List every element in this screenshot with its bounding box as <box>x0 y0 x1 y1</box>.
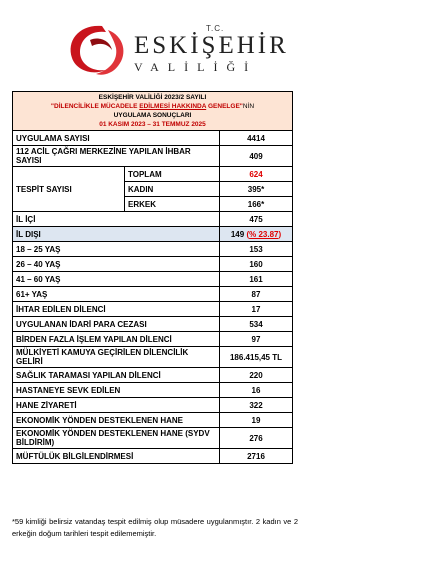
tespit-label: TESPİT SAYISI <box>13 167 125 212</box>
row-label: İL İÇİ <box>13 212 220 227</box>
logo-swirl-icon <box>62 20 132 80</box>
header-line1: ESKİŞEHİR VALİLİĞİ 2023/2 SAYILI <box>98 94 207 101</box>
table-row <box>13 368 293 383</box>
row-label: 112 ACİL ÇAĞRI MERKEZİNE YAPILAN İHBAR SAYISI <box>13 146 220 167</box>
row-value: 17 <box>220 302 293 317</box>
row-label: İL DIŞI <box>13 227 220 242</box>
footnote: *59 kimliği belirsiz vatandaş tespit edilmiş olup müsadere uygulanmıştır. 2 kadın ve 2 erkeğin doğum tarihleri tespit edilememiştir. <box>12 517 298 538</box>
row-value: 4414 <box>220 131 293 146</box>
row-label: EKONOMİK YÖNDEN DESTEKLENEN HANE (SYDV BİLDİRİM) <box>13 428 220 449</box>
row-label: 26 – 40 YAŞ <box>13 257 220 272</box>
table-row <box>13 383 293 398</box>
row-value: 409 <box>220 146 293 167</box>
toplam-value: 624 <box>220 167 293 182</box>
row-value: 276 <box>220 428 293 449</box>
table-row <box>13 302 293 317</box>
table-row <box>13 398 293 413</box>
kadin-value: 395* <box>220 182 293 197</box>
erkek-value: 166* <box>220 197 293 212</box>
row-value: 2716 <box>220 449 293 464</box>
row-value: 475 <box>220 212 293 227</box>
logo-tc: T.C. <box>206 24 225 33</box>
row-label: HANE ZİYARETİ <box>13 398 220 413</box>
row-label: MÜFTÜLÜK BİLGİLENDİRMESİ <box>13 449 220 464</box>
row-label: HASTANEYE SEVK EDİLEN <box>13 383 220 398</box>
row-value: 153 <box>220 242 293 257</box>
erkek-label: ERKEK <box>125 197 220 212</box>
row-label: 41 – 60 YAŞ <box>13 272 220 287</box>
row-value: 186.415,45 TL <box>220 347 293 368</box>
header-line4: 01 KASIM 2023 – 31 TEMMUZ 2025 <box>99 121 206 128</box>
row-label: İHTAR EDİLEN DİLENCİ <box>13 302 220 317</box>
header-line2: "DİLENCİLİKLE MÜCADELE EDİLMESİ HAKKINDA GENELGE"NİN <box>50 103 255 110</box>
table-row <box>13 428 293 449</box>
row-value: 160 <box>220 257 293 272</box>
table-row <box>13 317 293 332</box>
row-label: SAĞLIK TARAMASI YAPILAN DİLENCİ <box>13 368 220 383</box>
table-row <box>13 347 293 368</box>
row-label: BİRDEN FAZLA İŞLEM YAPILAN DİLENCİ <box>13 332 220 347</box>
row-value: 87 <box>220 287 293 302</box>
row-label: UYGULANAN İDARİ PARA CEZASI <box>13 317 220 332</box>
row-value: 19 <box>220 413 293 428</box>
table-row <box>13 242 293 257</box>
kadin-label: KADIN <box>125 182 220 197</box>
row-value: 97 <box>220 332 293 347</box>
header-line3: UYGULAMA SONUÇLARI <box>113 112 192 119</box>
row-label: UYGULAMA SAYISI <box>13 131 220 146</box>
table-row <box>13 167 293 182</box>
table-row <box>13 287 293 302</box>
table-row <box>13 146 293 167</box>
row-label: 18 – 25 YAŞ <box>13 242 220 257</box>
row-value: 149 (% 23.87) <box>220 227 293 242</box>
eskisehir-valiligi-logo <box>62 20 289 80</box>
table-row <box>13 449 293 464</box>
table-row <box>13 212 293 227</box>
table-row <box>13 332 293 347</box>
row-value: 322 <box>220 398 293 413</box>
row-value: 16 <box>220 383 293 398</box>
table-header <box>13 92 293 131</box>
toplam-label: TOPLAM <box>125 167 220 182</box>
row-label: 61+ YAŞ <box>13 287 220 302</box>
results-table <box>12 91 293 464</box>
table-row <box>13 272 293 287</box>
table-row <box>13 227 293 242</box>
row-label: EKONOMİK YÖNDEN DESTEKLENEN HANE <box>13 413 220 428</box>
row-value: 161 <box>220 272 293 287</box>
row-value: 220 <box>220 368 293 383</box>
logo-city: ESKİŞEHİR <box>134 32 289 59</box>
il-disi-percentage: % 23.87 <box>249 229 279 239</box>
row-value: 534 <box>220 317 293 332</box>
table-row <box>13 413 293 428</box>
logo-governorship: VALİLİĞİ <box>134 60 258 74</box>
table-row <box>13 257 293 272</box>
table-row <box>13 131 293 146</box>
row-label: MÜLKİYETİ KAMUYA GEÇİRİLEN DİLENCİLİK GELİRİ <box>13 347 220 368</box>
